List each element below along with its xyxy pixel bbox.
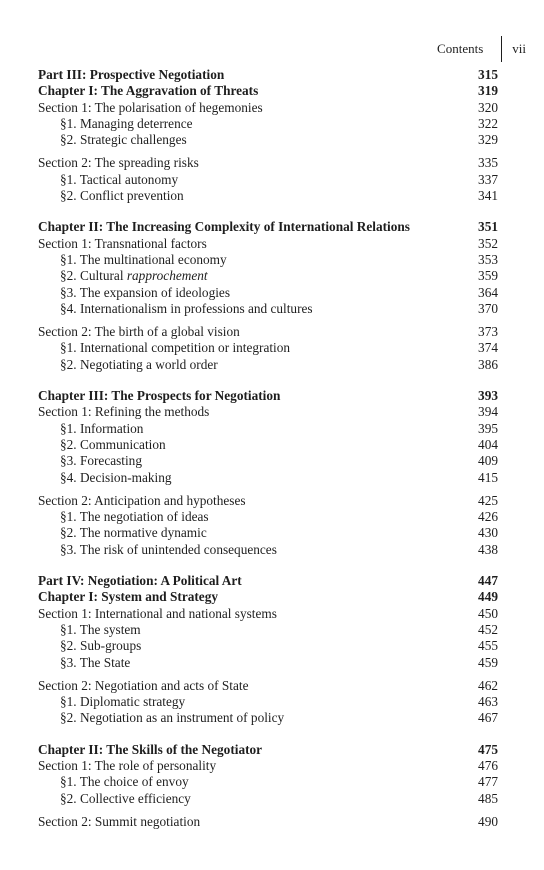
toc-entry-page: 463 — [478, 694, 498, 710]
toc-subsection — [38, 453, 498, 469]
toc-section — [38, 678, 498, 694]
toc-entry-label: Section 1: Transnational factors — [38, 235, 207, 251]
toc-subsection — [38, 188, 498, 204]
toc-entry-page: 364 — [478, 284, 498, 300]
toc-entry-page: 426 — [478, 509, 498, 525]
toc-subsection — [38, 285, 498, 301]
toc-entry-page: 430 — [478, 525, 498, 541]
toc-heading — [38, 83, 498, 99]
toc-entry-page: 438 — [478, 541, 498, 557]
toc-entry-label: Chapter I: System and Strategy — [38, 589, 218, 605]
toc-subsection — [38, 655, 498, 671]
toc-subsection — [38, 301, 498, 317]
toc-entry-page: 452 — [478, 621, 498, 637]
toc-entry-label-text: §2. Cultural — [60, 268, 127, 284]
toc-subsection — [38, 470, 498, 486]
toc-subsection — [38, 525, 498, 541]
toc-section — [38, 814, 498, 830]
toc-entry-label: Section 1: The role of personality — [38, 757, 217, 773]
toc-entry-page: 425 — [478, 492, 498, 508]
toc-entry-label: §1. The choice of envoy — [60, 774, 189, 790]
toc-entry-page: 490 — [478, 813, 498, 829]
toc-entry-page: 404 — [478, 436, 498, 452]
toc-entry-page: 341 — [478, 188, 498, 204]
toc-entry-label: §1. Tactical autonomy — [60, 171, 179, 187]
toc-entry-page: 315 — [478, 67, 498, 82]
toc-entry-label: §2. Collective efficiency — [60, 790, 191, 806]
toc-entry-label: §2. The normative dynamic — [60, 525, 207, 541]
toc-entry-label: Section 2: Negotiation and acts of State — [38, 677, 249, 693]
toc-entry-label: §1. Diplomatic strategy — [60, 694, 186, 710]
toc-entry-page: 374 — [478, 340, 498, 356]
toc-entry-page: 455 — [478, 638, 498, 654]
toc-entry-label: §1. The system — [60, 621, 141, 637]
toc-heading — [38, 742, 498, 758]
table-of-contents — [38, 67, 498, 830]
toc-subsection — [38, 437, 498, 453]
toc-entry-page: 370 — [478, 300, 498, 316]
toc-entry-page: 329 — [478, 132, 498, 148]
toc-section — [38, 100, 498, 116]
toc-entry-page: 337 — [478, 171, 498, 187]
toc-heading — [38, 219, 498, 235]
toc-entry-label: §2. Negotiation as an instrument of policy — [60, 710, 285, 726]
toc-entry-label-italic: rapprochement — [126, 268, 208, 284]
toc-entry-page: 353 — [478, 251, 498, 267]
toc-section — [38, 404, 498, 420]
running-head-title: Contents — [437, 41, 484, 56]
toc-entry-page: 395 — [478, 420, 498, 436]
toc-entry-label: Section 2: The birth of a global vision — [38, 324, 240, 340]
toc-entry-label: Chapter II: The Increasing Complexity of International Relations — [38, 219, 410, 235]
toc-entry-label: §4. Decision-making — [60, 469, 172, 485]
toc-entry-page: 409 — [478, 453, 498, 469]
toc-subsection — [38, 357, 498, 373]
toc-entry-page: 477 — [478, 774, 498, 790]
toc-entry-label: Part III: Prospective Negotiation — [38, 67, 225, 82]
toc-entry-label: §2. Communication — [60, 436, 166, 452]
toc-subsection — [38, 542, 498, 558]
toc-subsection — [38, 268, 498, 284]
toc-entry-page: 351 — [478, 219, 498, 235]
toc-entry-label: §1. Information — [60, 420, 144, 436]
toc-entry-label: Part IV: Negotiation: A Political Art — [38, 573, 242, 589]
toc-entry-label: Section 1: The polarisation of hegemonies — [38, 99, 263, 115]
toc-subsection — [38, 622, 498, 638]
toc-entry-label: §2. Sub-groups — [60, 638, 142, 654]
toc-entry-page: 352 — [478, 235, 498, 251]
toc-subsection — [38, 340, 498, 356]
toc-entry-page: 476 — [478, 757, 498, 773]
toc-entry-label: Section 2: Summit negotiation — [38, 813, 201, 829]
toc-section — [38, 236, 498, 252]
toc-entry-label: Chapter III: The Prospects for Negotiation — [38, 388, 281, 404]
toc-section — [38, 758, 498, 774]
toc-entry-page: 485 — [478, 790, 498, 806]
toc-entry-label: Section 1: Refining the methods — [38, 404, 210, 420]
toc-entry-page: 447 — [478, 573, 498, 589]
toc-entry-label: §1. International competition or integration — [60, 340, 291, 356]
toc-entry-label: §1. The multinational economy — [60, 251, 227, 267]
toc-heading — [38, 67, 498, 83]
toc-section — [38, 606, 498, 622]
toc-entry-page: 393 — [478, 388, 498, 404]
toc-entry-label: §2. Strategic challenges — [60, 132, 187, 148]
toc-entry-label: §1. Managing deterrence — [60, 115, 193, 131]
toc-subsection — [38, 252, 498, 268]
toc-entry-label: Chapter I: The Aggravation of Threats — [38, 83, 259, 99]
toc-subsection — [38, 172, 498, 188]
toc-entry-label: §3. The expansion of ideologies — [60, 284, 230, 300]
toc-entry-page: 475 — [478, 741, 498, 757]
toc-subsection — [38, 694, 498, 710]
toc-entry-label — [60, 268, 208, 284]
toc-entry-page: 467 — [478, 710, 498, 726]
toc-subsection — [38, 132, 498, 148]
toc-entry-label: §3. Forecasting — [60, 453, 142, 469]
toc-subsection — [38, 638, 498, 654]
toc-subsection — [38, 791, 498, 807]
toc-entry-page: 459 — [478, 654, 498, 670]
toc-entry-label: §3. The risk of unintended consequences — [60, 541, 277, 557]
toc-heading — [38, 589, 498, 605]
toc-section — [38, 155, 498, 171]
toc-entry-page: 394 — [478, 404, 498, 420]
toc-entry-page: 359 — [478, 268, 498, 284]
toc-entry-page: 322 — [478, 115, 498, 131]
toc-entry-label: §3. The State — [60, 654, 131, 670]
toc-section — [38, 493, 498, 509]
toc-entry-label: §1. The negotiation of ideas — [60, 509, 209, 525]
toc-subsection — [38, 116, 498, 132]
toc-entry-page: 450 — [478, 605, 498, 621]
toc-entry-label: Section 2: The spreading risks — [38, 155, 199, 171]
running-head — [437, 36, 526, 62]
toc-entry-label: Section 1: International and national systems — [38, 605, 277, 621]
toc-entry-page: 319 — [478, 83, 498, 99]
running-head-divider — [501, 36, 502, 62]
toc-subsection — [38, 509, 498, 525]
toc-entry-label: Section 2: Anticipation and hypotheses — [38, 492, 246, 508]
toc-entry-page: 462 — [478, 677, 498, 693]
toc-entry-page: 415 — [478, 469, 498, 485]
toc-entry-label: Chapter II: The Skills of the Negotiator — [38, 741, 263, 757]
toc-entry-page: 386 — [478, 356, 498, 372]
page-number: vii — [512, 41, 526, 56]
toc-subsection — [38, 421, 498, 437]
toc-entry-page: 320 — [478, 99, 498, 115]
toc-entry-label: §2. Conflict prevention — [60, 188, 184, 204]
toc-entry-label: §4. Internationalism in professions and cultures — [60, 300, 313, 316]
toc-entry-page: 373 — [478, 324, 498, 340]
toc-subsection — [38, 774, 498, 790]
toc-heading — [38, 573, 498, 589]
toc-entry-page: 335 — [478, 155, 498, 171]
toc-subsection — [38, 710, 498, 726]
toc-heading — [38, 388, 498, 404]
toc-entry-label: §2. Negotiating a world order — [60, 356, 218, 372]
toc-section — [38, 324, 498, 340]
toc-entry-page: 449 — [478, 589, 498, 605]
